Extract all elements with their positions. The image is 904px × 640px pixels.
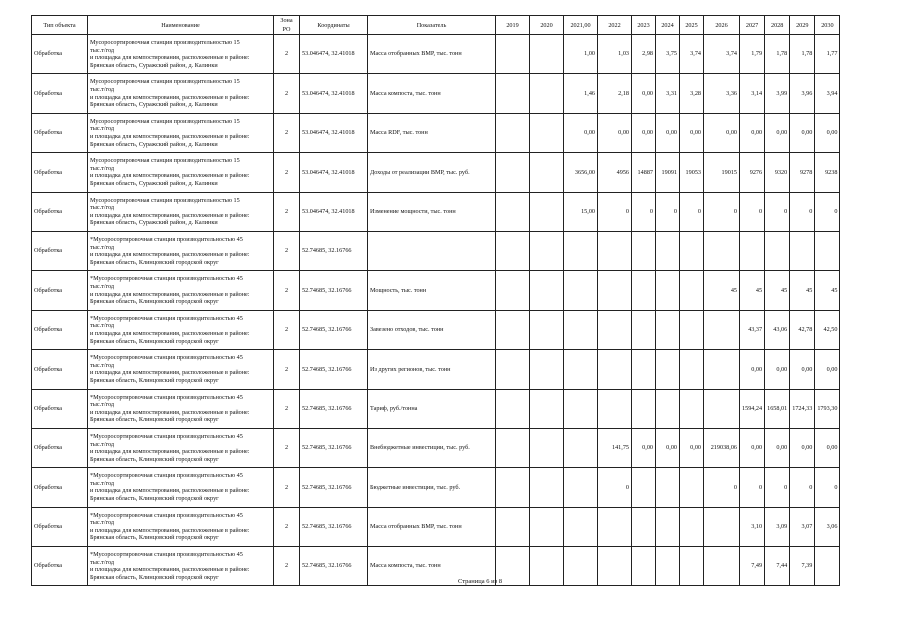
value-cell: 0,00 — [632, 113, 656, 152]
value-cell: 2,98 — [632, 35, 656, 74]
column-header: 2027 — [740, 16, 765, 35]
value-cell — [496, 113, 530, 152]
value-cell: 45 — [790, 271, 815, 310]
value-cell: 1724,33 — [790, 389, 815, 428]
coordinates-cell: 53.046474, 32.41018 — [300, 113, 368, 152]
value-cell — [740, 231, 765, 270]
object-name-cell: *Мусоросортировочная станция производительностью 45 тыс.т/год и площадка для компостирования, расположенные в районе: Брянская область, Клинцовский городской округ — [88, 507, 274, 546]
table-row — [32, 468, 840, 507]
header-row — [32, 16, 840, 35]
value-cell: 14887 — [632, 153, 656, 192]
value-cell: 4956 — [598, 153, 632, 192]
value-cell: 3,99 — [765, 74, 790, 113]
indicator-cell: Масса компоста, тыс. тонн — [368, 74, 496, 113]
value-cell: 0 — [815, 468, 840, 507]
object-type-cell: Обработка — [32, 507, 88, 546]
indicator-cell: Завезено отходов, тыс. тонн — [368, 310, 496, 349]
data-table — [31, 15, 840, 586]
column-header: 2019 — [496, 16, 530, 35]
value-cell: 0 — [765, 192, 790, 231]
coordinates-cell: 52.74685, 32.16766 — [300, 547, 368, 586]
value-cell — [704, 310, 740, 349]
value-cell: 19015 — [704, 153, 740, 192]
object-name-cell: Мусоросортировочная станция производительностью 15 тыс.т/год и площадка для компостирования, расположенные в районе: Брянская область, Суражский район, д. Калинки — [88, 192, 274, 231]
value-cell: 19091 — [656, 153, 680, 192]
indicator-cell: Масса компоста, тыс. тонн — [368, 547, 496, 586]
value-cell: 9278 — [790, 153, 815, 192]
value-cell — [564, 231, 598, 270]
value-cell — [656, 271, 680, 310]
value-cell: 1,78 — [790, 35, 815, 74]
value-cell: 1,79 — [740, 35, 765, 74]
value-cell: 0 — [704, 192, 740, 231]
object-name-cell: *Мусоросортировочная станция производительностью 45 тыс.т/год и площадка для компостирования, расположенные в районе: Брянская область, Клинцовский городской округ — [88, 428, 274, 467]
value-cell: 0,00 — [765, 350, 790, 389]
indicator-cell: Бюджетные инвестиции, тыс. руб. — [368, 468, 496, 507]
value-cell — [598, 271, 632, 310]
value-cell: 0 — [632, 192, 656, 231]
value-cell: 0,00 — [740, 113, 765, 152]
value-cell — [564, 310, 598, 349]
zone-cell: 2 — [274, 231, 300, 270]
value-cell: 0,00 — [680, 428, 704, 467]
value-cell — [530, 271, 564, 310]
value-cell: 3,09 — [765, 507, 790, 546]
object-name-cell: Мусоросортировочная станция производительностью 15 тыс.т/год и площадка для компостирования, расположенные в районе: Брянская область, Суражский район, д. Калинки — [88, 35, 274, 74]
object-type-cell: Обработка — [32, 271, 88, 310]
value-cell: 9276 — [740, 153, 765, 192]
value-cell: 7,49 — [740, 547, 765, 586]
value-cell — [530, 113, 564, 152]
value-cell: 0,00 — [790, 113, 815, 152]
value-cell — [680, 507, 704, 546]
object-name-cell: *Мусоросортировочная станция производительностью 45 тыс.т/год и площадка для компостирования, расположенные в районе: Брянская область, Клинцовский городской округ — [88, 468, 274, 507]
object-name-cell: *Мусоросортировочная станция производительностью 45 тыс.т/год и площадка для компостирования, расположенные в районе: Брянская область, Клинцовский городской округ — [88, 271, 274, 310]
value-cell — [496, 74, 530, 113]
object-type-cell: Обработка — [32, 350, 88, 389]
value-cell — [632, 350, 656, 389]
value-cell: 0 — [765, 468, 790, 507]
value-cell — [704, 547, 740, 586]
zone-cell: 2 — [274, 428, 300, 467]
value-cell: 1,46 — [564, 74, 598, 113]
table-row — [32, 547, 840, 586]
table-row — [32, 35, 840, 74]
value-cell: 1,78 — [765, 35, 790, 74]
value-cell — [564, 507, 598, 546]
object-type-cell: Обработка — [32, 153, 88, 192]
value-cell: 3,75 — [656, 35, 680, 74]
value-cell: 0,00 — [765, 113, 790, 152]
value-cell: 3,07 — [790, 507, 815, 546]
value-cell: 9238 — [815, 153, 840, 192]
table-row — [32, 271, 840, 310]
object-name-cell: Мусоросортировочная станция производительностью 15 тыс.т/год и площадка для компостирования, расположенные в районе: Брянская область, Суражский район, д. Калинки — [88, 113, 274, 152]
value-cell — [530, 428, 564, 467]
zone-cell: 2 — [274, 192, 300, 231]
value-cell — [680, 547, 704, 586]
value-cell: 45 — [815, 271, 840, 310]
value-cell: 0,00 — [815, 428, 840, 467]
value-cell: 219038,06 — [704, 428, 740, 467]
indicator-cell: Тариф, руб./тонна — [368, 389, 496, 428]
object-name-cell: *Мусоросортировочная станция производительностью 45 тыс.т/год и площадка для компостирования, расположенные в районе: Брянская область, Клинцовский городской округ — [88, 389, 274, 428]
object-type-cell: Обработка — [32, 547, 88, 586]
value-cell — [530, 350, 564, 389]
value-cell — [496, 153, 530, 192]
column-header: 2029 — [790, 16, 815, 35]
value-cell: 0,00 — [740, 428, 765, 467]
value-cell: 0,00 — [765, 428, 790, 467]
value-cell — [656, 507, 680, 546]
value-cell: 42,78 — [790, 310, 815, 349]
table-row — [32, 350, 840, 389]
zone-cell: 2 — [274, 35, 300, 74]
value-cell: 0 — [740, 468, 765, 507]
value-cell: 9320 — [765, 153, 790, 192]
column-header: Координаты — [300, 16, 368, 35]
column-header: 2028 — [765, 16, 790, 35]
object-name-cell: Мусоросортировочная станция производительностью 15 тыс.т/год и площадка для компостирования, расположенные в районе: Брянская область, Суражский район, д. Калинки — [88, 153, 274, 192]
value-cell: 0 — [598, 468, 632, 507]
value-cell: 3656,00 — [564, 153, 598, 192]
zone-cell: 2 — [274, 350, 300, 389]
value-cell — [530, 310, 564, 349]
value-cell — [496, 192, 530, 231]
value-cell — [530, 74, 564, 113]
indicator-cell: Внебюджетные инвестиции, тыс. руб. — [368, 428, 496, 467]
value-cell: 0,00 — [815, 350, 840, 389]
column-header: 2022 — [598, 16, 632, 35]
document-sheet — [31, 15, 840, 586]
value-cell: 3,74 — [704, 35, 740, 74]
value-cell: 3,06 — [815, 507, 840, 546]
value-cell: 0,00 — [656, 428, 680, 467]
value-cell — [530, 153, 564, 192]
value-cell — [632, 389, 656, 428]
object-type-cell: Обработка — [32, 74, 88, 113]
value-cell: 0 — [790, 468, 815, 507]
value-cell — [598, 389, 632, 428]
value-cell: 1,77 — [815, 35, 840, 74]
value-cell — [496, 389, 530, 428]
value-cell: 1594,24 — [740, 389, 765, 428]
value-cell: 141,75 — [598, 428, 632, 467]
table-row — [32, 310, 840, 349]
object-name-cell: *Мусоросортировочная станция производительностью 45 тыс.т/год и площадка для компостирования, расположенные в районе: Брянская область, Клинцовский городской округ — [88, 547, 274, 586]
value-cell: 43,37 — [740, 310, 765, 349]
value-cell: 0 — [740, 192, 765, 231]
table-row — [32, 74, 840, 113]
value-cell — [765, 231, 790, 270]
value-cell — [790, 231, 815, 270]
value-cell: 15,00 — [564, 192, 598, 231]
value-cell: 3,96 — [790, 74, 815, 113]
zone-cell: 2 — [274, 468, 300, 507]
zone-cell: 2 — [274, 310, 300, 349]
table-row — [32, 389, 840, 428]
object-type-cell: Обработка — [32, 468, 88, 507]
value-cell: 0,00 — [740, 350, 765, 389]
value-cell: 42,50 — [815, 310, 840, 349]
coordinates-cell: 52.74685, 32.16766 — [300, 350, 368, 389]
value-cell — [598, 310, 632, 349]
page-footer: Страница 6 из 8 — [458, 578, 503, 585]
value-cell — [564, 389, 598, 428]
value-cell — [704, 389, 740, 428]
object-name-cell: *Мусоросортировочная станция производительностью 45 тыс.т/год и площадка для компостирования, расположенные в районе: Брянская область, Клинцовский городской округ — [88, 350, 274, 389]
indicator-cell: Доходы от реализации ВМР, тыс. руб. — [368, 153, 496, 192]
value-cell: 3,28 — [680, 74, 704, 113]
value-cell — [564, 547, 598, 586]
value-cell — [656, 468, 680, 507]
value-cell — [680, 271, 704, 310]
column-header: 2024 — [656, 16, 680, 35]
value-cell — [598, 231, 632, 270]
value-cell — [564, 350, 598, 389]
value-cell: 0,00 — [815, 113, 840, 152]
value-cell — [704, 231, 740, 270]
value-cell: 0,00 — [656, 113, 680, 152]
value-cell: 45 — [740, 271, 765, 310]
table-row — [32, 231, 840, 270]
object-type-cell: Обработка — [32, 231, 88, 270]
value-cell: 45 — [765, 271, 790, 310]
value-cell — [496, 231, 530, 270]
value-cell — [680, 231, 704, 270]
value-cell — [496, 428, 530, 467]
value-cell — [530, 468, 564, 507]
value-cell — [704, 350, 740, 389]
zone-cell: 2 — [274, 271, 300, 310]
value-cell: 3,36 — [704, 74, 740, 113]
object-name-cell: *Мусоросортировочная станция производительностью 45 тыс.т/год и площадка для компостирования, расположенные в районе: Брянская область, Клинцовский городской округ — [88, 310, 274, 349]
value-cell: 3,74 — [680, 35, 704, 74]
value-cell — [656, 310, 680, 349]
value-cell: 1793,30 — [815, 389, 840, 428]
value-cell: 2,18 — [598, 74, 632, 113]
value-cell — [496, 310, 530, 349]
value-cell — [632, 271, 656, 310]
value-cell: 3,10 — [740, 507, 765, 546]
value-cell — [598, 507, 632, 546]
column-header: 2021,00 — [564, 16, 598, 35]
value-cell: 0 — [680, 192, 704, 231]
object-type-cell: Обработка — [32, 310, 88, 349]
value-cell — [598, 547, 632, 586]
coordinates-cell: 52.74685, 32.16766 — [300, 507, 368, 546]
value-cell: 7,39 — [790, 547, 815, 586]
value-cell — [496, 35, 530, 74]
indicator-cell: Масса отобранных ВМР, тыс. тонн — [368, 507, 496, 546]
value-cell — [530, 389, 564, 428]
value-cell — [680, 389, 704, 428]
column-header: 2026 — [704, 16, 740, 35]
column-header: 2025 — [680, 16, 704, 35]
value-cell: 0 — [656, 192, 680, 231]
value-cell: 0,00 — [564, 113, 598, 152]
indicator-cell: Из других регионов, тыс. тонн — [368, 350, 496, 389]
table-row — [32, 507, 840, 546]
value-cell — [530, 231, 564, 270]
value-cell: 1658,01 — [765, 389, 790, 428]
coordinates-cell: 52.74685, 32.16766 — [300, 231, 368, 270]
value-cell: 0 — [704, 468, 740, 507]
indicator-cell — [368, 231, 496, 270]
indicator-cell: Масса отобранных ВМР, тыс. тонн — [368, 35, 496, 74]
value-cell: 0,00 — [632, 428, 656, 467]
value-cell: 7,44 — [765, 547, 790, 586]
value-cell — [632, 547, 656, 586]
value-cell — [496, 507, 530, 546]
object-type-cell: Обработка — [32, 113, 88, 152]
value-cell — [680, 310, 704, 349]
value-cell: 0 — [598, 192, 632, 231]
coordinates-cell: 53.046474, 32.41018 — [300, 35, 368, 74]
column-header: Тип объекта — [32, 16, 88, 35]
value-cell — [680, 468, 704, 507]
table-row — [32, 153, 840, 192]
value-cell — [680, 350, 704, 389]
zone-cell: 2 — [274, 153, 300, 192]
value-cell: 0,00 — [704, 113, 740, 152]
value-cell — [564, 271, 598, 310]
value-cell — [632, 507, 656, 546]
value-cell: 19053 — [680, 153, 704, 192]
value-cell — [530, 35, 564, 74]
object-name-cell: Мусоросортировочная станция производительностью 15 тыс.т/год и площадка для компостирования, расположенные в районе: Брянская область, Суражский район, д. Калинки — [88, 74, 274, 113]
value-cell: 0,00 — [598, 113, 632, 152]
indicator-cell: Масса RDF, тыс. тонн — [368, 113, 496, 152]
value-cell — [496, 271, 530, 310]
column-header: Показатель — [368, 16, 496, 35]
value-cell — [815, 231, 840, 270]
coordinates-cell: 52.74685, 32.16766 — [300, 389, 368, 428]
object-type-cell: Обработка — [32, 389, 88, 428]
zone-cell: 2 — [274, 547, 300, 586]
zone-cell: 2 — [274, 389, 300, 428]
value-cell — [632, 231, 656, 270]
column-header: 2020 — [530, 16, 564, 35]
coordinates-cell: 52.74685, 32.16766 — [300, 468, 368, 507]
value-cell — [656, 547, 680, 586]
value-cell — [656, 350, 680, 389]
object-type-cell: Обработка — [32, 192, 88, 231]
table-row — [32, 113, 840, 152]
value-cell: 0 — [815, 192, 840, 231]
coordinates-cell: 53.046474, 32.41018 — [300, 153, 368, 192]
value-cell — [632, 310, 656, 349]
value-cell: 0 — [790, 192, 815, 231]
value-cell: 0,00 — [790, 428, 815, 467]
value-cell — [598, 350, 632, 389]
zone-cell: 2 — [274, 74, 300, 113]
value-cell: 43,06 — [765, 310, 790, 349]
column-header: Зона РО — [274, 16, 300, 35]
value-cell — [530, 192, 564, 231]
value-cell — [496, 468, 530, 507]
value-cell — [496, 350, 530, 389]
value-cell — [564, 468, 598, 507]
value-cell: 0,00 — [790, 350, 815, 389]
value-cell: 0,00 — [632, 74, 656, 113]
object-type-cell: Обработка — [32, 428, 88, 467]
value-cell — [815, 547, 840, 586]
value-cell: 3,14 — [740, 74, 765, 113]
value-cell — [656, 389, 680, 428]
zone-cell: 2 — [274, 507, 300, 546]
value-cell: 1,03 — [598, 35, 632, 74]
value-cell: 3,31 — [656, 74, 680, 113]
coordinates-cell: 52.74685, 32.16766 — [300, 271, 368, 310]
value-cell: 45 — [704, 271, 740, 310]
value-cell — [632, 468, 656, 507]
column-header: Наименование — [88, 16, 274, 35]
coordinates-cell: 52.74685, 32.16766 — [300, 310, 368, 349]
value-cell — [656, 231, 680, 270]
zone-cell: 2 — [274, 113, 300, 152]
indicator-cell: Мощность, тыс. тонн — [368, 271, 496, 310]
coordinates-cell: 52.74685, 32.16766 — [300, 428, 368, 467]
column-header: 2030 — [815, 16, 840, 35]
value-cell: 3,94 — [815, 74, 840, 113]
value-cell: 1,00 — [564, 35, 598, 74]
table-row — [32, 428, 840, 467]
column-header: 2023 — [632, 16, 656, 35]
object-name-cell: *Мусоросортировочная станция производительностью 45 тыс.т/год и площадка для компостирования, расположенные в районе: Брянская область, Клинцовский городской округ — [88, 231, 274, 270]
indicator-cell: Изменение мощности, тыс. тонн — [368, 192, 496, 231]
value-cell — [564, 428, 598, 467]
value-cell: 0,00 — [680, 113, 704, 152]
coordinates-cell: 53.046474, 32.41018 — [300, 192, 368, 231]
table-row — [32, 192, 840, 231]
coordinates-cell: 53.046474, 32.41018 — [300, 74, 368, 113]
value-cell — [704, 507, 740, 546]
value-cell — [530, 547, 564, 586]
object-type-cell: Обработка — [32, 35, 88, 74]
value-cell — [530, 507, 564, 546]
